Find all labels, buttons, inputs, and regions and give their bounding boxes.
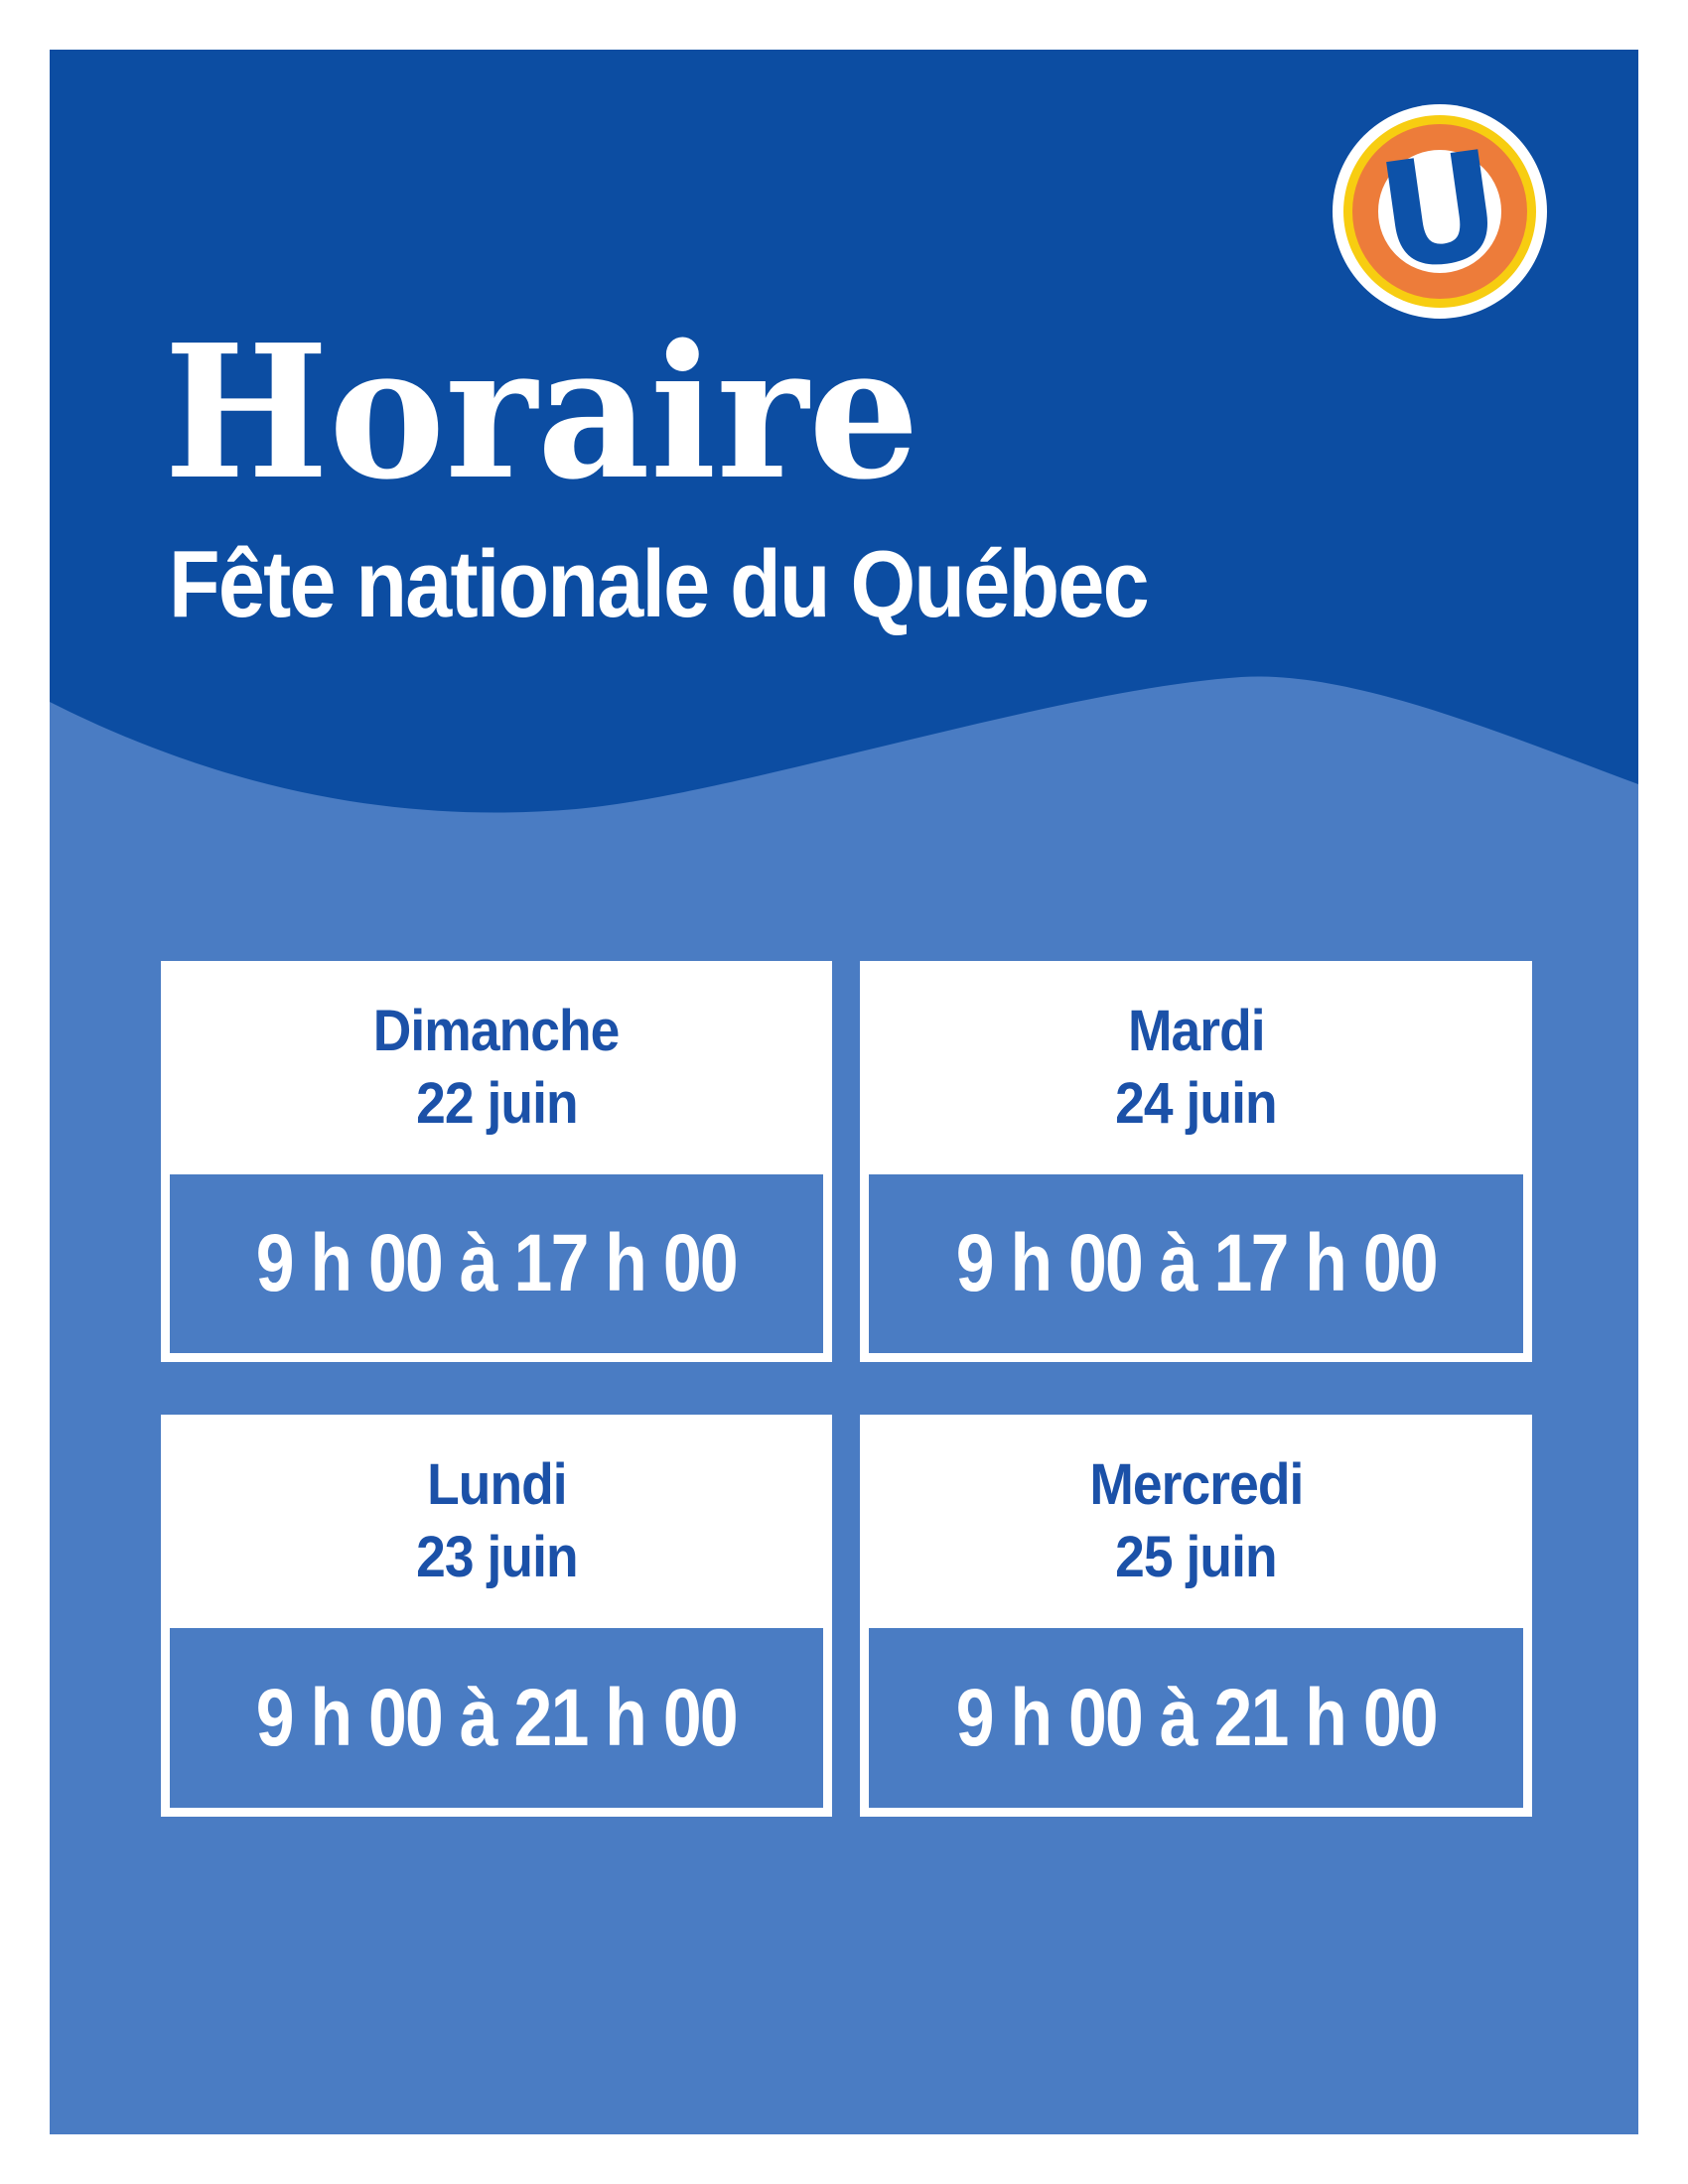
schedule-card-dimanche xyxy=(161,961,832,1362)
card-day-area xyxy=(161,961,832,1174)
card-day-area xyxy=(860,1415,1532,1628)
card-hours-box xyxy=(170,1628,823,1808)
schedule-card-mardi xyxy=(860,961,1532,1362)
card-day-area xyxy=(860,961,1532,1174)
card-date: 22 juin xyxy=(415,1070,578,1136)
page-title: Horaire xyxy=(164,304,919,520)
card-day-area xyxy=(161,1415,832,1628)
card-hours-box xyxy=(170,1174,823,1353)
card-hours: 9 h 00 à 17 h 00 xyxy=(255,1218,738,1308)
logo-u-letter: U xyxy=(1368,118,1511,305)
schedule-card-mercredi xyxy=(860,1415,1532,1817)
card-hours: 9 h 00 à 21 h 00 xyxy=(955,1672,1437,1763)
card-date: 24 juin xyxy=(1115,1070,1277,1136)
card-day: Mercredi xyxy=(1088,1452,1304,1517)
page-subtitle: Fête nationale du Québec xyxy=(169,531,1148,637)
brand-logo-icon xyxy=(1352,118,1527,305)
schedule-grid xyxy=(161,961,1532,1817)
poster-content xyxy=(50,50,1638,2134)
card-day: Lundi xyxy=(426,1452,567,1517)
card-hours: 9 h 00 à 21 h 00 xyxy=(255,1672,738,1763)
card-date: 25 juin xyxy=(1115,1524,1277,1589)
card-hours-box xyxy=(869,1174,1523,1353)
card-day: Dimanche xyxy=(373,999,620,1063)
card-date: 23 juin xyxy=(415,1524,578,1589)
schedule-card-lundi xyxy=(161,1415,832,1817)
card-hours-box xyxy=(869,1628,1523,1808)
card-hours: 9 h 00 à 17 h 00 xyxy=(955,1218,1437,1308)
card-day: Mardi xyxy=(1127,999,1265,1063)
